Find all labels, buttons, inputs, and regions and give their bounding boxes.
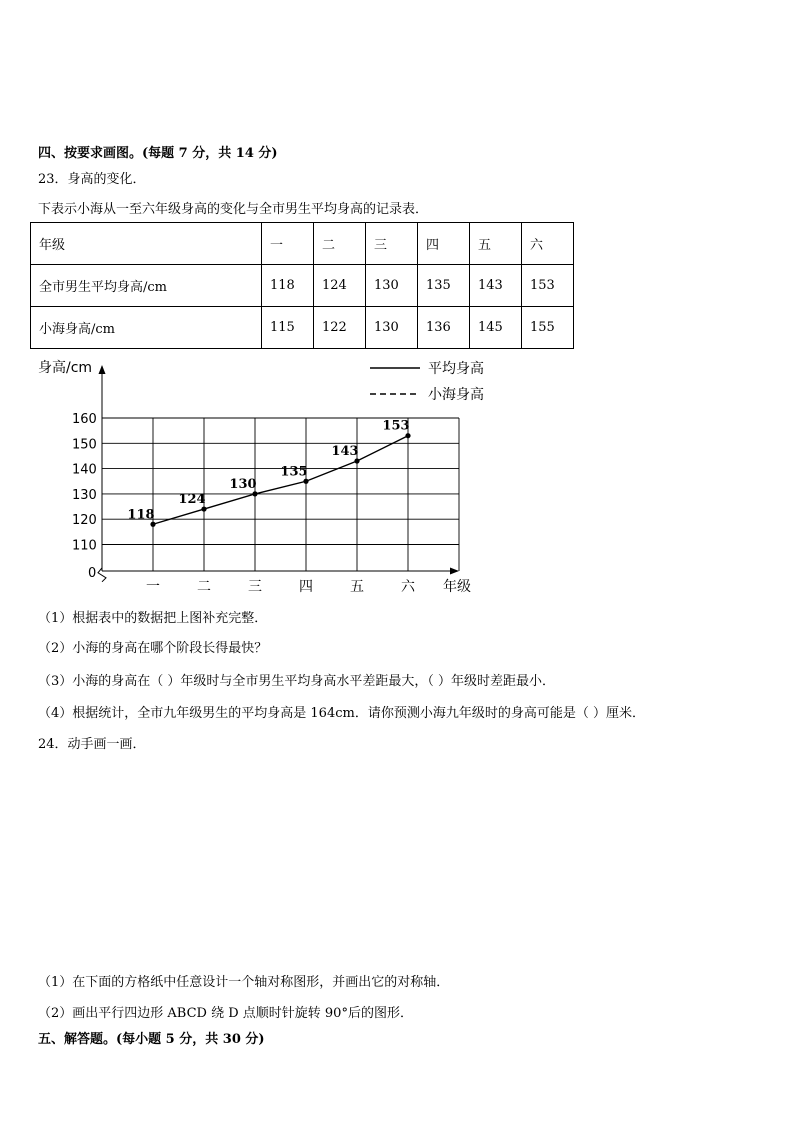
- table-cell: 130: [366, 307, 418, 349]
- y-tick-label: 120: [72, 513, 97, 529]
- question-24-title: 24．动手画一画．: [38, 737, 146, 752]
- table-cell: 130: [366, 265, 418, 307]
- table-cell: 五: [470, 223, 522, 265]
- table-cell: 153: [522, 265, 574, 307]
- table-cell: 155: [522, 307, 574, 349]
- series-line-平均身高: [153, 436, 408, 525]
- y-tick-label: 130: [72, 487, 97, 503]
- question-23-part-2: （2）小海的身高在哪个阶段长得最快？: [38, 641, 268, 656]
- table-cell: 一: [262, 223, 314, 265]
- y-axis-arrow: [99, 365, 106, 374]
- question-23-intro: 下表示小海从一至六年级身高的变化与全市男生平均身高的记录表．: [38, 202, 429, 217]
- table-cell: 118: [262, 265, 314, 307]
- y-tick-label: 110: [72, 538, 97, 554]
- table-cell: 小海身高/cm: [31, 307, 262, 349]
- table-cell: 二: [314, 223, 366, 265]
- table-cell: 115: [262, 307, 314, 349]
- x-tick-label: 二: [197, 579, 211, 595]
- y-tick-label: 0: [88, 566, 97, 581]
- question-23-part-4: （4）根据统计，全市九年级男生的平均身高是 164cm．请你预测小海九年级时的身高可能是（ ）厘米．: [38, 706, 645, 721]
- table-row: [31, 307, 574, 349]
- x-tick-label: 四: [299, 579, 313, 595]
- data-label: 124: [178, 492, 206, 508]
- data-point: [405, 433, 410, 438]
- data-point: [201, 506, 206, 511]
- data-point: [252, 491, 257, 496]
- y-tick-label: 150: [72, 437, 97, 453]
- x-tick-label: 六: [401, 579, 415, 595]
- table-header-row: [31, 223, 574, 265]
- x-axis-label: 年级: [443, 579, 471, 595]
- section-5-heading: 五、解答题。(每小题 5 分，共 30 分): [38, 1032, 265, 1047]
- table-cell: 全市男生平均身高/cm: [31, 265, 262, 307]
- table-cell: 年级: [31, 223, 262, 265]
- table-row: [31, 265, 574, 307]
- section-4-heading: 四、按要求画图。(每题 7 分，共 14 分): [38, 146, 278, 161]
- question-23-part-3: （3）小海的身高在（ ）年级时与全市男生平均身高水平差距最大，（ ）年级时差距最小．: [38, 674, 556, 689]
- data-label: 135: [280, 464, 308, 480]
- data-label: 153: [382, 418, 410, 434]
- table-cell: 三: [366, 223, 418, 265]
- legend-label: 小海身高: [428, 387, 484, 403]
- legend-label: 平均身高: [428, 361, 484, 377]
- y-axis-label: 身高/cm: [38, 360, 93, 376]
- table-cell: 143: [470, 265, 522, 307]
- table-cell: 124: [314, 265, 366, 307]
- data-point: [354, 458, 359, 463]
- data-label: 143: [331, 444, 359, 460]
- data-label: 130: [229, 476, 257, 492]
- height-record-table: [30, 222, 574, 349]
- y-tick-label: 140: [72, 462, 97, 478]
- data-point: [150, 522, 155, 527]
- x-axis-arrow: [450, 568, 459, 575]
- question-23-title: 23．身高的变化．: [38, 172, 146, 187]
- height-line-chart: [30, 356, 500, 596]
- table-cell: 145: [470, 307, 522, 349]
- y-tick-label: 160: [72, 412, 97, 427]
- question-24-part-2: （2）画出平行四边形 ABCD 绕 D 点顺时针旋转 90°后的图形．: [38, 1006, 413, 1021]
- question-24-part-1: （1）在下面的方格纸中任意设计一个轴对称图形，并画出它的对称轴．: [38, 975, 450, 990]
- table-cell: 122: [314, 307, 366, 349]
- table-cell: 四: [418, 223, 470, 265]
- x-tick-label: 三: [248, 579, 262, 595]
- table-cell: 六: [522, 223, 574, 265]
- table-cell: 135: [418, 265, 470, 307]
- table-cell: 136: [418, 307, 470, 349]
- x-tick-label: 一: [146, 579, 160, 595]
- x-tick-label: 五: [350, 579, 364, 595]
- data-label: 118: [127, 507, 155, 523]
- data-point: [303, 479, 308, 484]
- question-23-part-1: （1）根据表中的数据把上图补充完整．: [38, 611, 268, 626]
